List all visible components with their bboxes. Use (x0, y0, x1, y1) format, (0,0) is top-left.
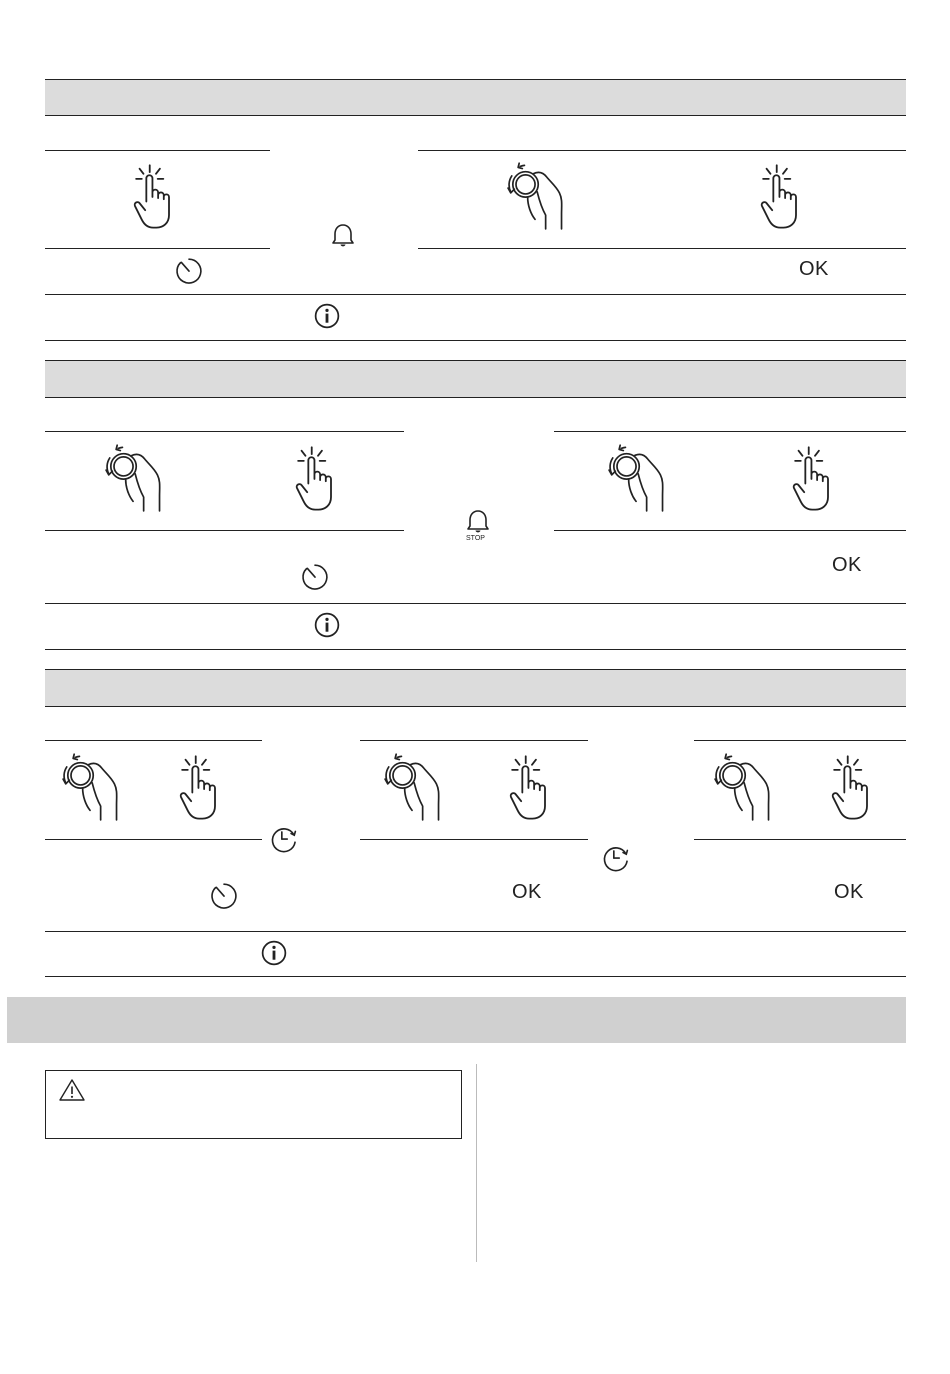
finger-press-icon (172, 754, 224, 822)
finger-press-icon (785, 445, 837, 513)
knob-rotate-icon (503, 159, 565, 231)
bell-icon (331, 222, 355, 248)
info-icon (314, 303, 340, 329)
divider (45, 294, 906, 295)
divider (45, 431, 404, 432)
divider (45, 931, 906, 932)
ok-button-label: OK (512, 881, 542, 903)
knob-rotate-icon (380, 750, 442, 822)
divider (45, 150, 270, 151)
divider (45, 115, 906, 116)
finger-press-icon (753, 163, 805, 231)
warning-box (45, 1070, 462, 1139)
bell-stop-icon (466, 508, 492, 548)
timer-icon (211, 882, 237, 908)
divider (418, 150, 906, 151)
info-icon (314, 612, 340, 638)
ok-button-label: OK (834, 881, 864, 903)
divider (360, 839, 588, 840)
knob-rotate-icon (604, 441, 666, 513)
section-3-header-band (45, 669, 906, 707)
finger-press-icon (502, 754, 554, 822)
finger-press-icon (126, 163, 178, 231)
divider (45, 248, 270, 249)
divider (45, 740, 262, 741)
divider (45, 706, 906, 707)
divider (45, 839, 262, 840)
warning-icon (58, 1078, 86, 1102)
divider (554, 530, 906, 531)
knob-rotate-icon (710, 750, 772, 822)
info-icon (261, 940, 287, 966)
finger-press-icon (288, 445, 340, 513)
divider (45, 397, 906, 398)
column-divider (476, 1064, 477, 1262)
divider (694, 839, 906, 840)
divider (418, 248, 906, 249)
ok-button-label: OK (832, 554, 862, 576)
divider (45, 340, 906, 341)
clock-set-icon (271, 826, 297, 852)
stop-label: STOP (466, 535, 485, 542)
finger-press-icon (824, 754, 876, 822)
chapter-header-band (7, 997, 906, 1043)
section-1-header-band (45, 79, 906, 116)
divider (360, 740, 588, 741)
divider (694, 740, 906, 741)
divider (45, 603, 906, 604)
timer-icon (176, 257, 202, 283)
divider (45, 649, 906, 650)
divider (554, 431, 906, 432)
ok-button-label: OK (799, 258, 829, 280)
timer-icon (302, 563, 328, 589)
section-2-header-band (45, 360, 906, 398)
divider (45, 530, 404, 531)
knob-rotate-icon (101, 441, 163, 513)
knob-rotate-icon (58, 750, 120, 822)
clock-set-icon (603, 845, 629, 871)
bell-icon (466, 508, 490, 534)
divider (45, 976, 906, 977)
